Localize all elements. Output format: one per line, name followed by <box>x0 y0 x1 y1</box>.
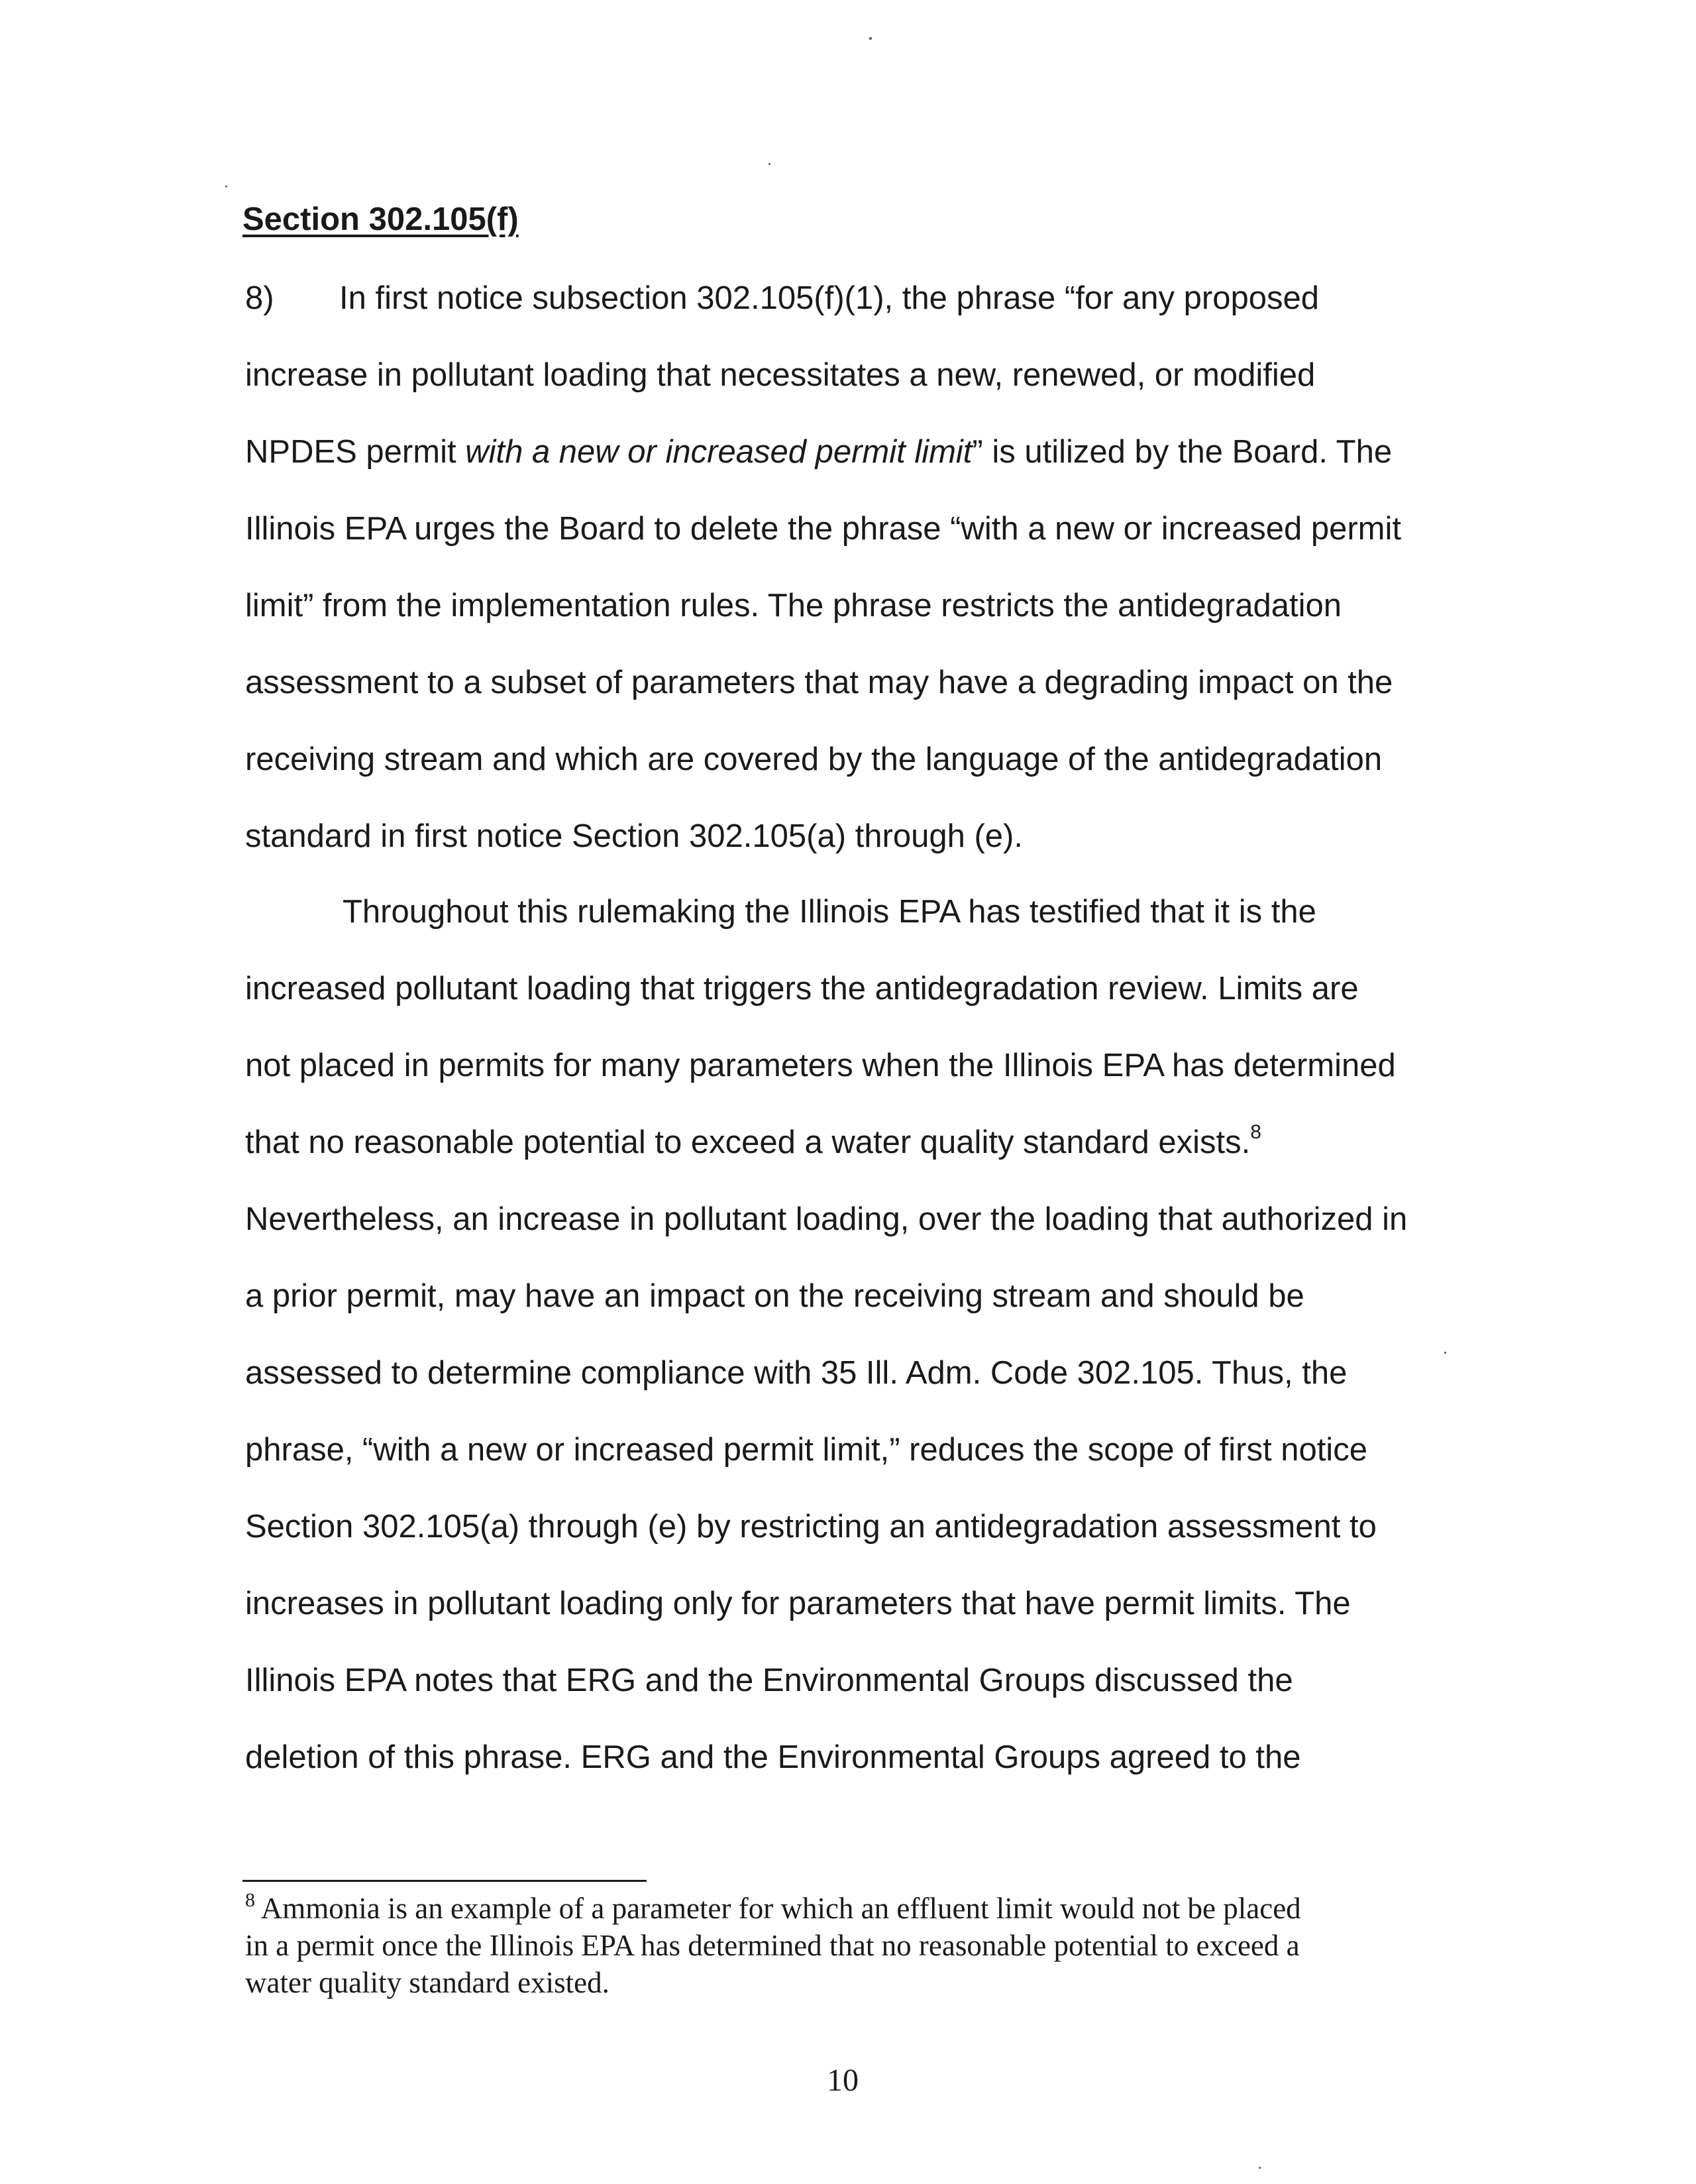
paragraph-line: Illinois EPA urges the Board to delete the phrase “with a new or increased permit <box>245 511 1401 547</box>
emphasized-phrase: with a new or increased permit limit <box>465 434 973 470</box>
paragraph-number: 8) <box>245 280 274 316</box>
paragraph-line: phrase, “with a new or increased permit limit,” reduces the scope of first notice <box>245 1432 1367 1468</box>
scan-speck <box>768 163 770 165</box>
section-heading: Section 302.105(f) <box>242 201 519 237</box>
paragraph-line: deletion of this phrase. ERG and the Environmental Groups agreed to the <box>245 1739 1301 1775</box>
footnote-marker: 8 <box>245 1889 255 1911</box>
paragraph-line: a prior permit, may have an impact on the receiving stream and should be <box>245 1278 1304 1314</box>
paragraph-line: not placed in permits for many parameters when the Illinois EPA has determined <box>245 1048 1396 1083</box>
footnote-line: water quality standard existed. <box>245 1966 610 1999</box>
paragraph-line <box>245 432 1392 472</box>
scan-speck <box>1444 1352 1446 1354</box>
paragraph-line: increased pollutant loading that triggers the antidegradation review. Limits are <box>245 971 1359 1007</box>
paragraph-line: increase in pollutant loading that necessitates a new, renewed, or modified <box>245 357 1316 393</box>
footnote-line <box>245 1890 1301 1926</box>
paragraph-line: limit” from the implementation rules. The phrase restricts the antidegradation <box>245 588 1342 624</box>
text-run: ” is utilized by the Board. The <box>972 434 1393 470</box>
paragraph-line: Section 302.105(a) through (e) by restricting an antidegradation assessment to <box>245 1509 1377 1545</box>
page-number: 10 <box>827 2063 859 2098</box>
text-run: NPDES permit <box>245 434 466 470</box>
scan-speck <box>1259 2167 1261 2169</box>
footnote-separator <box>242 1880 647 1882</box>
text-run: that no reasonable potential to exceed a water quality standard exists. <box>245 1124 1251 1160</box>
text-run: Ammonia is an example of a parameter for which an effluent limit would not be placed <box>255 1892 1301 1925</box>
paragraph-line: assessment to a subset of parameters that may have a degrading impact on the <box>245 665 1393 700</box>
paragraph-line <box>245 1122 1261 1162</box>
paragraph-line: increases in pollutant loading only for parameters that have permit limits. The <box>245 1586 1351 1621</box>
paragraph-line: In first notice subsection 302.105(f)(1), the phrase “for any proposed <box>339 280 1319 316</box>
footnote-line: in a permit once the Illinois EPA has determined that no reasonable potential to exceed a <box>245 1929 1300 1962</box>
paragraph-line: Illinois EPA notes that ERG and the Environmental Groups discussed the <box>245 1663 1293 1698</box>
paragraph-line: assessed to determine compliance with 35 Ill. Adm. Code 302.105. Thus, the <box>245 1355 1348 1391</box>
paragraph-line: receiving stream and which are covered by the language of the antidegradation <box>245 741 1383 777</box>
footnote-reference: 8 <box>1250 1121 1261 1143</box>
paragraph-line: Throughout this rulemaking the Illinois EPA has testified that it is the <box>343 894 1316 930</box>
paragraph-line: standard in first notice Section 302.105(a) through (e). <box>245 818 1023 854</box>
scan-speck <box>225 186 227 188</box>
scan-speck <box>869 37 872 40</box>
paragraph-line: Nevertheless, an increase in pollutant loading, over the loading that authorized in <box>245 1201 1408 1237</box>
